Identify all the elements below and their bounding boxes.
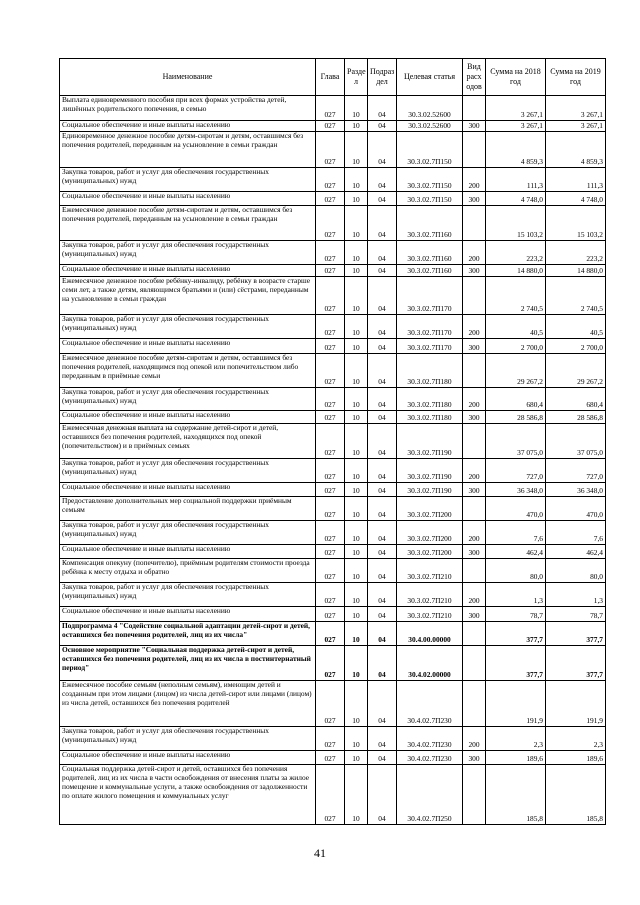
row-chapter: 027 <box>316 559 345 583</box>
row-section: 10 <box>345 646 368 681</box>
row-target-article: 30.4.00.00000 <box>397 622 463 646</box>
row-expense-type: 300 <box>463 192 486 206</box>
row-section: 10 <box>345 96 368 121</box>
row-expense-type: 200 <box>463 727 486 751</box>
row-expense-type <box>463 354 486 388</box>
row-sum-2018: 3 267,1 <box>486 96 546 121</box>
row-sum-2019: 37 075,0 <box>546 424 606 459</box>
row-chapter: 027 <box>316 277 345 315</box>
row-name: Социальное обеспечение и иные выплаты населению <box>60 339 316 354</box>
row-chapter: 027 <box>316 265 345 277</box>
row-expense-type: 300 <box>463 121 486 132</box>
row-subsection: 04 <box>368 168 397 192</box>
row-name: Ежемесячное денежное пособие ребёнку-инвалиду, ребёнку в возрасте старше семи лет, а также детям, являющимся братьями и (или) сёстрами, переданным на усыновление в семьи граждан <box>60 277 316 315</box>
row-expense-type <box>463 96 486 121</box>
table-row <box>60 121 606 132</box>
row-sum-2019: 3 267,1 <box>546 96 606 121</box>
row-target-article: 30.4.02.7П230 <box>397 751 463 765</box>
header-name: Наименование <box>60 59 316 96</box>
table-row <box>60 751 606 765</box>
table-row <box>60 96 606 121</box>
row-chapter: 027 <box>316 765 345 825</box>
row-section: 10 <box>345 339 368 354</box>
row-chapter: 027 <box>316 192 345 206</box>
row-subsection: 04 <box>368 265 397 277</box>
row-section: 10 <box>345 607 368 622</box>
row-sum-2019: 377,7 <box>546 622 606 646</box>
table-row <box>60 411 606 424</box>
row-chapter: 027 <box>316 424 345 459</box>
row-expense-type <box>463 622 486 646</box>
row-sum-2018: 377,7 <box>486 622 546 646</box>
row-chapter: 027 <box>316 483 345 497</box>
table-row <box>60 459 606 483</box>
row-name: Закупка товаров, работ и услуг для обеспечения государственных (муниципальных) нужд <box>60 315 316 339</box>
row-section: 10 <box>345 241 368 265</box>
row-sum-2019: 40,5 <box>546 315 606 339</box>
row-subsection: 04 <box>368 607 397 622</box>
header-row <box>60 59 606 96</box>
table-row <box>60 559 606 583</box>
table-row <box>60 521 606 545</box>
row-section: 10 <box>345 424 368 459</box>
table-row <box>60 583 606 607</box>
row-subsection: 04 <box>368 622 397 646</box>
row-sum-2018: 37 075,0 <box>486 424 546 459</box>
row-sum-2019: 727,0 <box>546 459 606 483</box>
table-row <box>60 765 606 825</box>
row-sum-2019: 111,3 <box>546 168 606 192</box>
row-section: 10 <box>345 483 368 497</box>
row-name: Ежемесячная денежная выплата на содержание детей-сирот и детей, оставшихся без попечения родителей, находящихся под опекой (попечительством) и в приёмных семьях <box>60 424 316 459</box>
table-row <box>60 192 606 206</box>
row-sum-2018: 680,4 <box>486 388 546 411</box>
row-sum-2018: 14 880,0 <box>486 265 546 277</box>
row-expense-type <box>463 559 486 583</box>
row-sum-2019: 462,4 <box>546 545 606 559</box>
row-chapter: 027 <box>316 206 345 241</box>
row-name: Закупка товаров, работ и услуг для обеспечения государственных (муниципальных) нужд <box>60 241 316 265</box>
row-expense-type: 200 <box>463 583 486 607</box>
row-section: 10 <box>345 192 368 206</box>
row-sum-2018: 80,0 <box>486 559 546 583</box>
row-subsection: 04 <box>368 354 397 388</box>
row-expense-type <box>463 646 486 681</box>
row-section: 10 <box>345 622 368 646</box>
row-sum-2018: 3 267,1 <box>486 121 546 132</box>
row-name: Социальное обеспечение и иные выплаты населению <box>60 607 316 622</box>
row-name: Социальное обеспечение и иные выплаты населению <box>60 545 316 559</box>
row-subsection: 04 <box>368 459 397 483</box>
row-expense-type <box>463 277 486 315</box>
row-target-article: 30.3.02.7П190 <box>397 483 463 497</box>
row-chapter: 027 <box>316 583 345 607</box>
row-sum-2018: 462,4 <box>486 545 546 559</box>
row-section: 10 <box>345 388 368 411</box>
row-name: Социальное обеспечение и иные выплаты населению <box>60 751 316 765</box>
row-expense-type: 300 <box>463 607 486 622</box>
row-target-article: 30.3.02.7П210 <box>397 559 463 583</box>
row-sum-2018: 2,3 <box>486 727 546 751</box>
table-row <box>60 727 606 751</box>
row-expense-type <box>463 424 486 459</box>
row-sum-2019: 191,9 <box>546 681 606 727</box>
table-row <box>60 545 606 559</box>
table-row <box>60 315 606 339</box>
table-row <box>60 497 606 521</box>
row-target-article: 30.3.02.7П170 <box>397 277 463 315</box>
row-sum-2019: 78,7 <box>546 607 606 622</box>
row-section: 10 <box>345 265 368 277</box>
row-chapter: 027 <box>316 751 345 765</box>
row-name: Подпрограмма 4 "Содействие социальной адаптации детей-сирот и детей, оставшихся без попечения родителей, лиц из их числа" <box>60 622 316 646</box>
row-sum-2019: 3 267,1 <box>546 121 606 132</box>
row-sum-2019: 680,4 <box>546 388 606 411</box>
row-expense-type: 200 <box>463 521 486 545</box>
row-name: Социальное обеспечение и иные выплаты населению <box>60 483 316 497</box>
row-sum-2019: 28 586,8 <box>546 411 606 424</box>
row-chapter: 027 <box>316 545 345 559</box>
row-sum-2018: 1,3 <box>486 583 546 607</box>
row-target-article: 30.3.02.7П170 <box>397 315 463 339</box>
row-name: Закупка товаров, работ и услуг для обеспечения государственных (муниципальных) нужд <box>60 459 316 483</box>
row-sum-2019: 189,6 <box>546 751 606 765</box>
row-section: 10 <box>345 354 368 388</box>
row-sum-2019: 29 267,2 <box>546 354 606 388</box>
row-expense-type: 200 <box>463 168 486 192</box>
row-sum-2018: 377,7 <box>486 646 546 681</box>
row-expense-type <box>463 681 486 727</box>
row-name: Ежемесячное денежное пособие детям-сиротам и детям, оставшимся без попечения родителей, переданным на усыновление в семьи граждан <box>60 206 316 241</box>
row-chapter: 027 <box>316 459 345 483</box>
row-sum-2019: 36 348,0 <box>546 483 606 497</box>
table-row <box>60 646 606 681</box>
row-subsection: 04 <box>368 192 397 206</box>
row-target-article: 30.3.02.7П150 <box>397 132 463 168</box>
budget-table <box>59 58 606 825</box>
row-target-article: 30.3.02.7П200 <box>397 497 463 521</box>
row-section: 10 <box>345 521 368 545</box>
row-name: Социальное обеспечение и иные выплаты населению <box>60 265 316 277</box>
row-sum-2019: 223,2 <box>546 241 606 265</box>
row-sum-2019: 80,0 <box>546 559 606 583</box>
row-target-article: 30.3.02.7П180 <box>397 354 463 388</box>
row-section: 10 <box>345 277 368 315</box>
row-name: Закупка товаров, работ и услуг для обеспечения государственных (муниципальных) нужд <box>60 388 316 411</box>
row-expense-type: 200 <box>463 388 486 411</box>
row-chapter: 027 <box>316 315 345 339</box>
row-target-article: 30.3.02.7П180 <box>397 388 463 411</box>
row-sum-2018: 78,7 <box>486 607 546 622</box>
row-subsection: 04 <box>368 497 397 521</box>
row-expense-type <box>463 132 486 168</box>
header-chapter: Глава <box>316 59 345 96</box>
row-sum-2018: 29 267,2 <box>486 354 546 388</box>
page-number: 41 <box>314 846 326 860</box>
row-target-article: 30.3.02.7П170 <box>397 339 463 354</box>
row-subsection: 04 <box>368 765 397 825</box>
row-target-article: 30.3.02.7П200 <box>397 521 463 545</box>
table-row <box>60 483 606 497</box>
header-expense-type: Вид расх одов <box>463 59 486 96</box>
row-chapter: 027 <box>316 681 345 727</box>
row-chapter: 027 <box>316 411 345 424</box>
row-sum-2018: 40,5 <box>486 315 546 339</box>
row-sum-2019: 377,7 <box>546 646 606 681</box>
row-target-article: 30.4.02.7П250 <box>397 765 463 825</box>
row-sum-2018: 4 748,0 <box>486 192 546 206</box>
row-expense-type <box>463 765 486 825</box>
row-sum-2018: 185,8 <box>486 765 546 825</box>
row-chapter: 027 <box>316 388 345 411</box>
row-sum-2018: 470,0 <box>486 497 546 521</box>
row-expense-type <box>463 497 486 521</box>
row-sum-2019: 15 103,2 <box>546 206 606 241</box>
row-chapter: 027 <box>316 622 345 646</box>
row-section: 10 <box>345 583 368 607</box>
table-row <box>60 681 606 727</box>
row-expense-type: 300 <box>463 751 486 765</box>
table-row <box>60 607 606 622</box>
row-subsection: 04 <box>368 315 397 339</box>
row-section: 10 <box>345 559 368 583</box>
row-sum-2019: 4 859,3 <box>546 132 606 168</box>
row-name: Предоставление дополнительных мер социальной поддержки приёмным семьям <box>60 497 316 521</box>
row-chapter: 027 <box>316 521 345 545</box>
row-subsection: 04 <box>368 545 397 559</box>
row-name: Закупка товаров, работ и услуг для обеспечения государственных (муниципальных) нужд <box>60 168 316 192</box>
row-sum-2019: 185,8 <box>546 765 606 825</box>
row-chapter: 027 <box>316 646 345 681</box>
table-row <box>60 339 606 354</box>
row-name: Ежемесячное денежное пособие детям-сиротам и детям, оставшимся без попечения родителей, находящимся под опекой или попечительством либо переданным в приёмные семьи <box>60 354 316 388</box>
row-chapter: 027 <box>316 168 345 192</box>
row-target-article: 30.3.02.52600 <box>397 96 463 121</box>
table-row <box>60 424 606 459</box>
row-section: 10 <box>345 727 368 751</box>
row-sum-2018: 223,2 <box>486 241 546 265</box>
row-subsection: 04 <box>368 424 397 459</box>
row-sum-2018: 111,3 <box>486 168 546 192</box>
table-row <box>60 622 606 646</box>
row-sum-2019: 7,6 <box>546 521 606 545</box>
row-sum-2018: 36 348,0 <box>486 483 546 497</box>
row-subsection: 04 <box>368 96 397 121</box>
row-target-article: 30.4.02.7П230 <box>397 681 463 727</box>
row-name: Закупка товаров, работ и услуг для обеспечения государственных (муниципальных) нужд <box>60 521 316 545</box>
row-name: Компенсация опекуну (попечителю), приёмным родителям стоимости проезда ребёнка к месту отдыха и обратно <box>60 559 316 583</box>
row-target-article: 30.4.02.00000 <box>397 646 463 681</box>
row-expense-type: 300 <box>463 339 486 354</box>
row-sum-2019: 14 880,0 <box>546 265 606 277</box>
row-sum-2018: 2 700,0 <box>486 339 546 354</box>
header-target-article: Целевая статья <box>397 59 463 96</box>
row-target-article: 30.3.02.7П210 <box>397 607 463 622</box>
row-expense-type: 200 <box>463 315 486 339</box>
row-expense-type: 300 <box>463 265 486 277</box>
row-target-article: 30.3.02.7П160 <box>397 265 463 277</box>
header-section: Разде л <box>345 59 368 96</box>
header-sum-2018: Сумма на 2018 год <box>486 59 546 96</box>
table-row <box>60 206 606 241</box>
row-chapter: 027 <box>316 497 345 521</box>
row-subsection: 04 <box>368 132 397 168</box>
row-target-article: 30.3.02.7П200 <box>397 545 463 559</box>
row-sum-2018: 15 103,2 <box>486 206 546 241</box>
row-subsection: 04 <box>368 559 397 583</box>
row-chapter: 027 <box>316 241 345 265</box>
row-chapter: 027 <box>316 354 345 388</box>
header-subsection: Подраз дел <box>368 59 397 96</box>
row-chapter: 027 <box>316 607 345 622</box>
row-section: 10 <box>345 315 368 339</box>
row-sum-2019: 1,3 <box>546 583 606 607</box>
row-section: 10 <box>345 459 368 483</box>
row-name: Ежемесячное пособие семьям (неполным семьям), имеющим детей и созданным при этом лицами (лицом) из числа детей-сирот или лицами (лицом) из числа детей, оставшихся без попечения родителей <box>60 681 316 727</box>
row-name: Основное мероприятие "Социальная поддержка детей-сирот и детей, оставшихся без попечения родителей, лиц из их числа в постинтернатный период" <box>60 646 316 681</box>
table-row <box>60 168 606 192</box>
row-target-article: 30.3.02.7П190 <box>397 424 463 459</box>
table-row <box>60 354 606 388</box>
row-name: Закупка товаров, работ и услуг для обеспечения государственных (муниципальных) нужд <box>60 583 316 607</box>
row-name: Социальная поддержка детей-сирот и детей, оставшихся без попечения родителей, лиц из их числа в части освобождения от внесения платы за жилое помещение и коммунальные услуги, а также освобождения от задолженности по оплате жилого помещения и коммунальных услуг <box>60 765 316 825</box>
row-target-article: 30.3.02.7П150 <box>397 168 463 192</box>
row-subsection: 04 <box>368 646 397 681</box>
row-target-article: 30.3.02.7П150 <box>397 192 463 206</box>
row-subsection: 04 <box>368 339 397 354</box>
row-sum-2019: 2 700,0 <box>546 339 606 354</box>
row-sum-2018: 28 586,8 <box>486 411 546 424</box>
row-chapter: 027 <box>316 132 345 168</box>
table-row <box>60 388 606 411</box>
table-body <box>60 96 606 825</box>
header-sum-2019: Сумма на 2019 год <box>546 59 606 96</box>
row-subsection: 04 <box>368 411 397 424</box>
table-row <box>60 132 606 168</box>
row-target-article: 30.3.02.52600 <box>397 121 463 132</box>
row-target-article: 30.3.02.7П210 <box>397 583 463 607</box>
row-name: Социальное обеспечение и иные выплаты населению <box>60 121 316 132</box>
row-subsection: 04 <box>368 583 397 607</box>
row-subsection: 04 <box>368 121 397 132</box>
row-expense-type: 300 <box>463 411 486 424</box>
row-sum-2018: 7,6 <box>486 521 546 545</box>
row-section: 10 <box>345 168 368 192</box>
row-target-article: 30.3.02.7П160 <box>397 206 463 241</box>
row-chapter: 027 <box>316 339 345 354</box>
row-target-article: 30.4.02.7П230 <box>397 727 463 751</box>
row-chapter: 027 <box>316 727 345 751</box>
row-target-article: 30.3.02.7П160 <box>397 241 463 265</box>
row-subsection: 04 <box>368 277 397 315</box>
row-subsection: 04 <box>368 751 397 765</box>
row-target-article: 30.3.02.7П180 <box>397 411 463 424</box>
row-name: Единовременное денежное пособие детям-сиротам и детям, оставшимся без попечения родителей, переданным на усыновление в семьи граждан <box>60 132 316 168</box>
row-subsection: 04 <box>368 521 397 545</box>
row-expense-type: 200 <box>463 459 486 483</box>
row-subsection: 04 <box>368 241 397 265</box>
row-subsection: 04 <box>368 483 397 497</box>
row-section: 10 <box>345 765 368 825</box>
row-chapter: 027 <box>316 96 345 121</box>
row-subsection: 04 <box>368 681 397 727</box>
row-sum-2019: 2 740,5 <box>546 277 606 315</box>
table-row <box>60 241 606 265</box>
row-target-article: 30.3.02.7П190 <box>397 459 463 483</box>
row-section: 10 <box>345 681 368 727</box>
row-expense-type <box>463 206 486 241</box>
row-subsection: 04 <box>368 206 397 241</box>
table-row <box>60 265 606 277</box>
row-expense-type: 300 <box>463 545 486 559</box>
row-name: Социальное обеспечение и иные выплаты населению <box>60 192 316 206</box>
row-subsection: 04 <box>368 727 397 751</box>
row-sum-2019: 470,0 <box>546 497 606 521</box>
row-section: 10 <box>345 132 368 168</box>
row-section: 10 <box>345 411 368 424</box>
row-sum-2018: 189,6 <box>486 751 546 765</box>
row-section: 10 <box>345 206 368 241</box>
row-subsection: 04 <box>368 388 397 411</box>
row-section: 10 <box>345 751 368 765</box>
row-name: Закупка товаров, работ и услуг для обеспечения государственных (муниципальных) нужд <box>60 727 316 751</box>
row-sum-2019: 4 748,0 <box>546 192 606 206</box>
row-sum-2018: 727,0 <box>486 459 546 483</box>
row-name: Социальное обеспечение и иные выплаты населению <box>60 411 316 424</box>
row-sum-2019: 2,3 <box>546 727 606 751</box>
row-sum-2018: 4 859,3 <box>486 132 546 168</box>
row-expense-type: 200 <box>463 241 486 265</box>
row-section: 10 <box>345 497 368 521</box>
row-section: 10 <box>345 121 368 132</box>
row-section: 10 <box>345 545 368 559</box>
row-chapter: 027 <box>316 121 345 132</box>
row-name: Выплата единовременного пособия при всех формах устройства детей, лишённых родительского попечения, в семью <box>60 96 316 121</box>
row-expense-type: 300 <box>463 483 486 497</box>
table-row <box>60 277 606 315</box>
row-sum-2018: 2 740,5 <box>486 277 546 315</box>
row-sum-2018: 191,9 <box>486 681 546 727</box>
